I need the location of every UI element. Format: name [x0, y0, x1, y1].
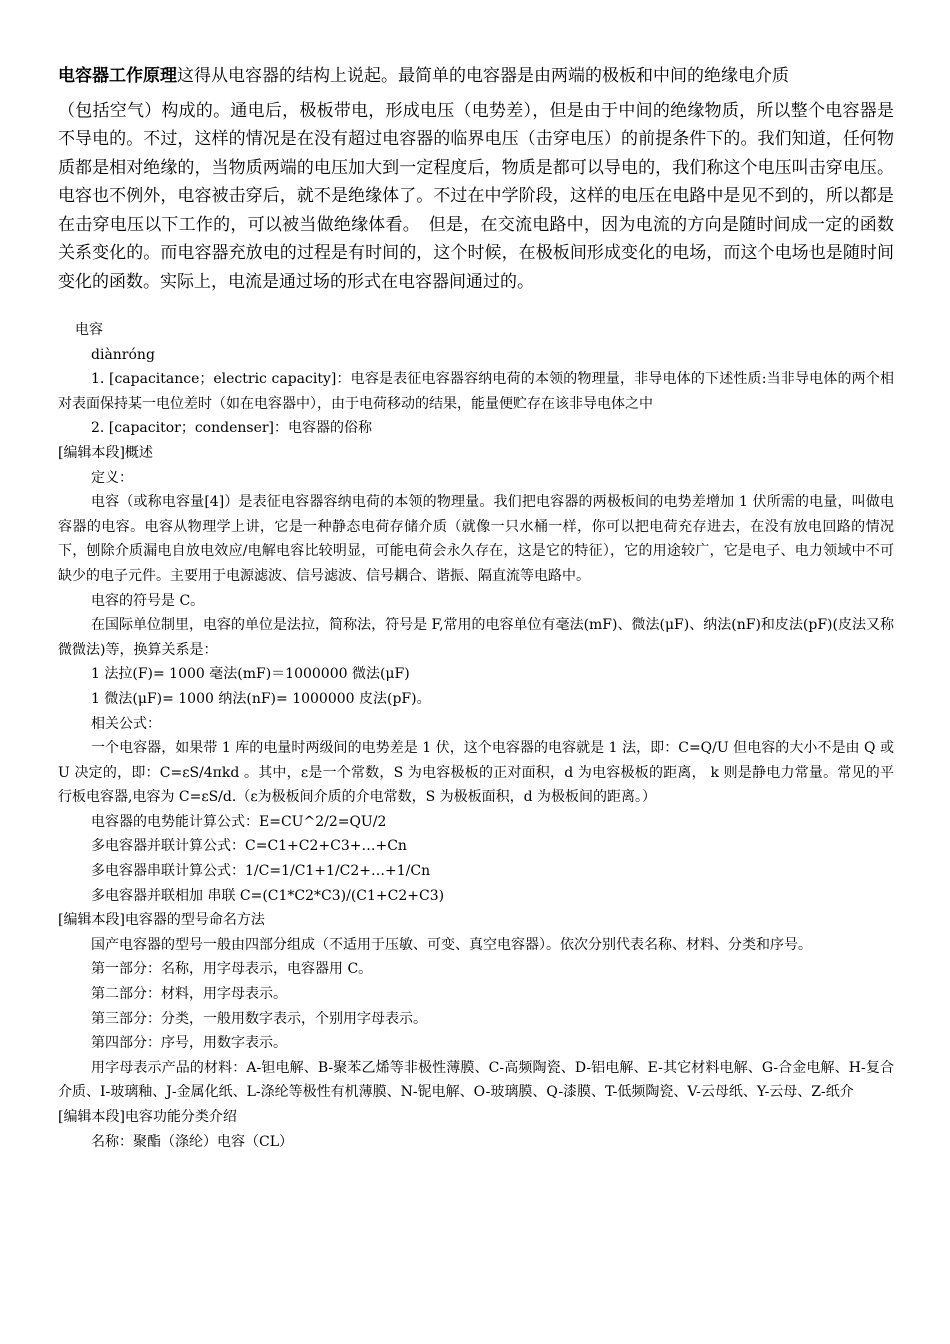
parallel-formula: 多电容器并联计算公式：C=C1+C2+C3+…+Cn: [91, 838, 407, 855]
intro-first-line: [58, 62, 894, 91]
naming-part-1: 第一部分：名称，用字母表示，电容器用 C。: [91, 961, 373, 978]
units-paragraph: 在国际单位制里，电容的单位是法拉，简称法，符号是 F,常用的电容单位有毫法(mF)、微法(μF)、纳法(nF)和皮法(pF)(皮法又称微微法)等，换算关系是：: [58, 617, 894, 658]
formula-label: 相关公式：: [91, 715, 161, 732]
materials-paragraph: 用字母表示产品的材料：A-钽电解、B-聚苯乙烯等非极性薄膜、C-高频陶瓷、D-铝电解、E-其它材料电解、G-合金电解、H-复合介质、I-玻璃釉、J-金属化纸、L-涤纶等极性有机薄膜、N-铌电解、O-玻璃膜、Q-漆膜、T-低频陶瓷、V-云母纸、Y-云母、Z-纸介: [58, 1059, 894, 1101]
symbol-line: 电容的符号是 C。: [91, 592, 205, 609]
energy-formula: 电容器的电势能计算公式：E=CU^2/2=QU/2: [91, 813, 387, 830]
document-page: [58, 62, 894, 1154]
main-section: [58, 318, 894, 1154]
naming-part-2: 第二部分：材料，用字母表示。: [91, 986, 287, 1003]
naming-part-3: 第三部分：分类，一般用数字表示，个别用字母表示。: [91, 1010, 427, 1027]
definition-label: 定义：: [91, 469, 133, 486]
entry-definition-1: 1. [capacitance；electric capacity]：电容是表征电容器容纳电荷的本领的物理量，非导电体的下述性质:当非导电体的两个相对表面保持某一电位差时（如在电容器中），由于电荷移动的结果，能量便贮存在该非导电体之中: [58, 371, 894, 412]
series-formula: 多电容器串联计算公式：1/C=1/C1+1/C2+…+1/Cn: [91, 863, 431, 880]
section-heading-overview: [编辑本段]概述: [58, 444, 153, 461]
conversion-line-1: 1 法拉(F)= 1000 毫法(mF)＝1000000 微法(μF): [91, 666, 410, 683]
classification-name-line: 名称：聚酯（涤纶）电容（CL）: [91, 1133, 294, 1150]
formula-paragraph: 一个电容器，如果带 1 库的电量时两级间的电势差是 1 伏，这个电容器的电容就是 1 法，即：C=Q/U 但电容的大小不是由 Q 或 U 决定的，即：C=εS/4πkd 。其中，ε是一个常数，S 为电容极板的正对面积，d 为电容极板的距离， k 则是静电力常量。常见的平行板电容器,电容为 C=εS/d.（ε为极板间介质的介电常数，S 为极板面积，d 为极板间的距离。）: [58, 740, 894, 806]
entry-pinyin: diànróng: [91, 346, 155, 363]
naming-intro: 国产电容器的型号一般由四部分组成（不适用于压敏、可变、真空电容器）。依次分别代表名称、材料、分类和序号。: [91, 936, 812, 953]
definition-paragraph: 电容（或称电容量[4]）是表征电容器容纳电荷的本领的物理量。我们把电容器的两极板间的电势差增加 1 伏所需的电量，叫做电容器的电容。电容从物理学上讲，它是一种静态电荷存储介质（就像一只水桶一样，你可以把电荷充存进去，在没有放电回路的情况下，刨除介质漏电自放电效应/电解电容比较明显，可能电荷会永久存在，这是它的特征），它的用途较广，它是电子、电力领域中不可缺少的电子元件。主要用于电源滤波、信号滤波、信号耦合、谐振、隔直流等电路中。: [58, 494, 894, 584]
conversion-line-2: 1 微法(μF)= 1000 纳法(nF)= 1000000 皮法(pF)。: [91, 690, 431, 707]
section-heading-naming: [编辑本段]电容器的型号命名方法: [58, 912, 265, 929]
intro-first-line-text: 这得从电容器的结构上说起。最简单的电容器是由两端的极板和中间的绝缘电介质: [177, 66, 789, 86]
intro-title: 电容器工作原理: [58, 66, 177, 86]
section-heading-classification: [编辑本段]电容功能分类介绍: [58, 1109, 237, 1125]
intro-paragraph: （包括空气）构成的。通电后，极板带电，形成电压（电势差），但是由于中间的绝缘物质，所以整个电容器是不导电的。不过，这样的情况是在没有超过电容器的临界电压（击穿电压）的前提条件下的。我们知道，任何物质都是相对绝缘的，当物质两端的电压加大到一定程度后，物质是都可以导电的，我们称这个电压叫击穿电压。电容也不例外，电容被击穿后，就不是绝缘体了。不过在中学阶段，这样的电压在电路中是见不到的，所以都是在击穿电压以下工作的，可以被当做绝缘体看。 但是，在交流电路中，因为电流的方向是随时间成一定的函数关系变化的。而电容器充放电的过程是有时间的，这个时候，在极板间形成变化的电场，而这个电场也是随时间变化的函数。实际上，电流是通过场的形式在电容器间通过的。: [58, 100, 894, 292]
entry-word: 电容: [75, 322, 103, 338]
naming-part-4: 第四部分：序号，用数字表示。: [91, 1035, 287, 1052]
entry-definition-2: 2. [capacitor；condenser]：电容器的俗称: [91, 420, 373, 437]
intro-section: [58, 62, 894, 296]
mixed-formula: 多电容器并联相加 串联 C=(C1*C2*C3)/(C1+C2+C3): [91, 887, 445, 904]
